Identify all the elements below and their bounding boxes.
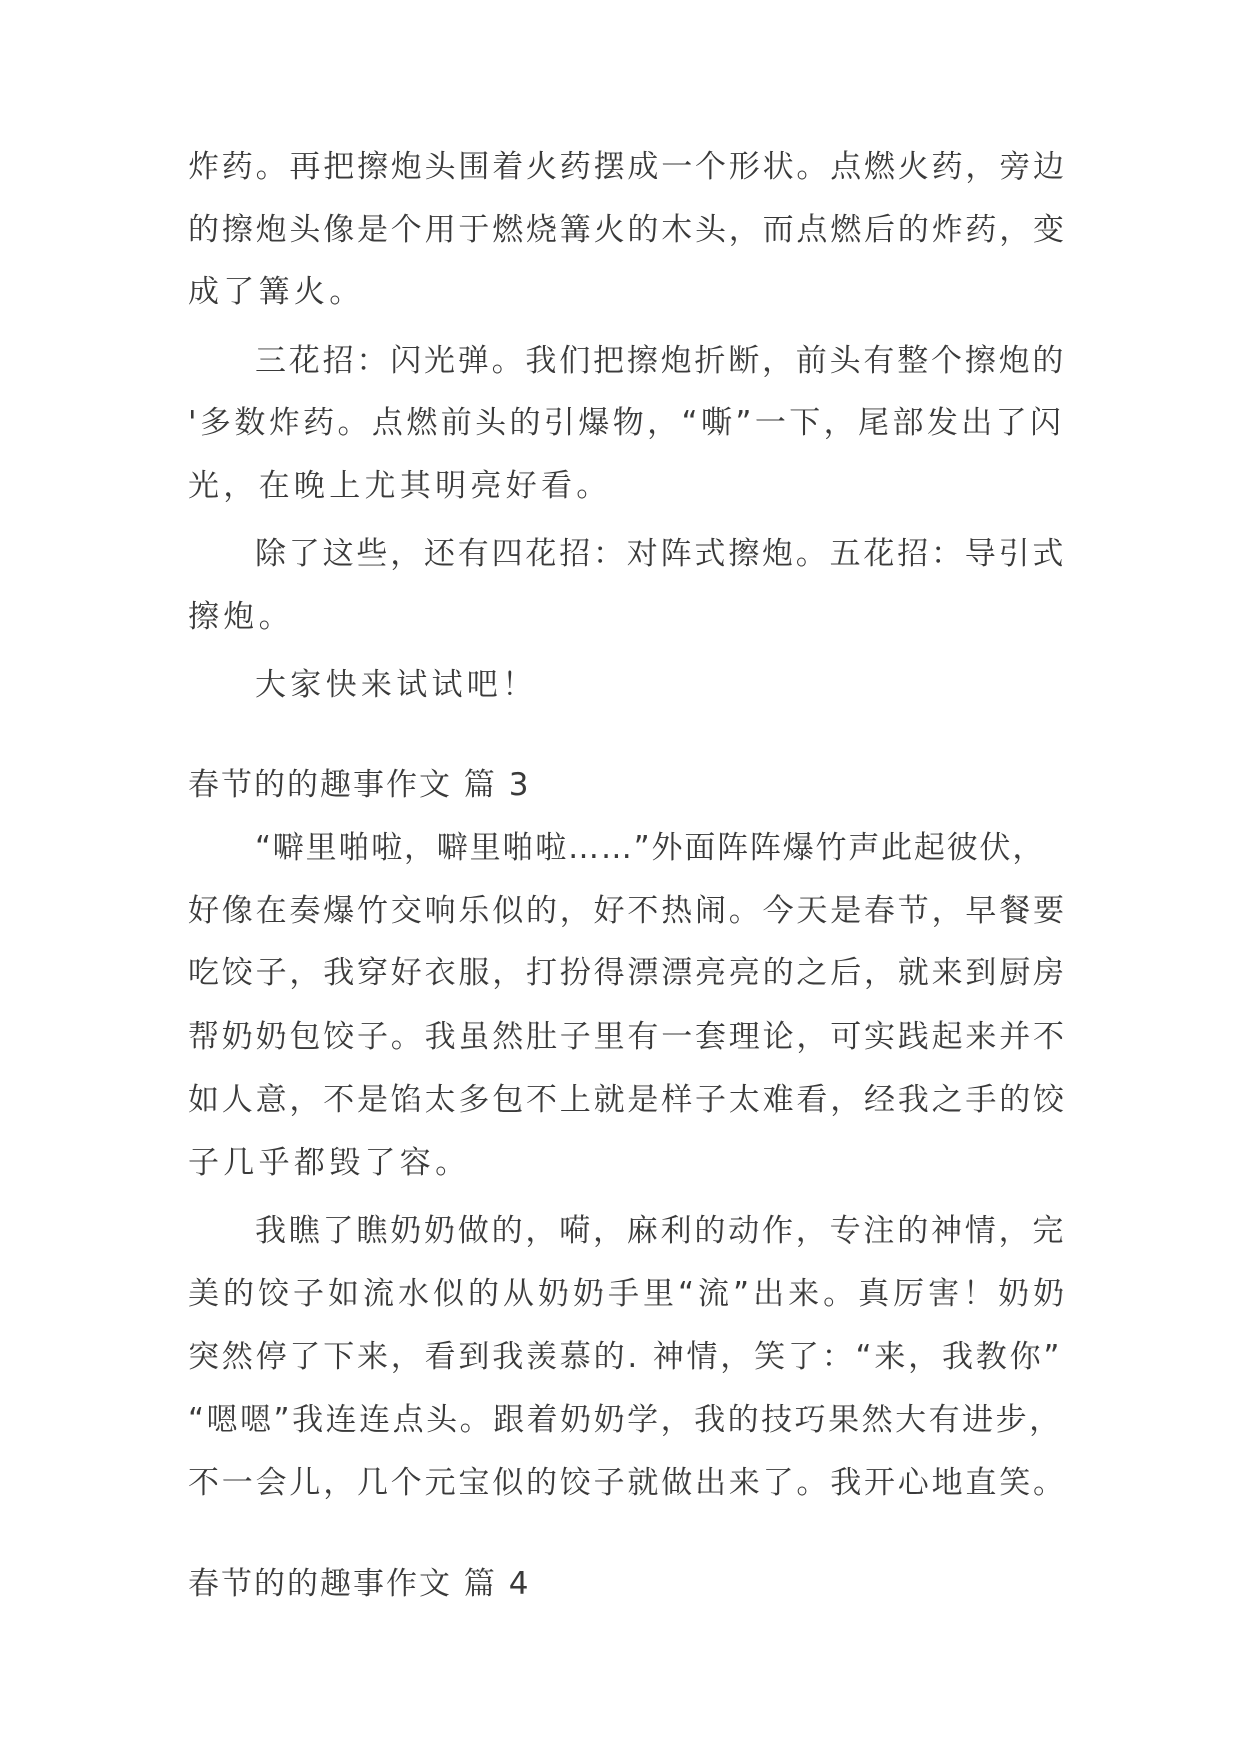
paragraph-first-line: 大家快来试试吧！ <box>255 667 538 703</box>
text-line: 子几乎都毁了容。 <box>188 1145 471 1181</box>
text-line: 不一会儿，几个元宝似的饺子就做出来了。我开心地直笑。 <box>188 1465 1067 1501</box>
text-line: 成了篝火。 <box>188 274 365 310</box>
text-line: 帮奶奶包饺子。我虽然肚子里有一套理论，可实践起来并不 <box>188 1019 1067 1055</box>
paragraph-first-line: 三花招：闪光弹。我们把擦炮折断，前头有整个擦炮的 <box>255 343 1067 379</box>
text-line: 光，在晚上尤其明亮好看。 <box>188 468 612 504</box>
text-line: 擦炮。 <box>188 599 294 635</box>
paragraph-first-line: 我瞧了瞧奶奶做的，嗬，麻利的动作，专注的神情，完 <box>255 1213 1067 1249</box>
section-heading: 春节的的趣事作文 篇 3 <box>188 767 531 803</box>
paragraph-first-line: “噼里啪啦，噼里啪啦……”外面阵阵爆竹声此起彼伏， <box>255 830 1046 866</box>
text-line: 炸药。再把擦炮头围着火药摆成一个形状。点燃火药，旁边 <box>188 149 1067 185</box>
text-line: 突然停了下来，看到我羡慕的. 神情，笑了：“来，我教你” <box>188 1339 1063 1375</box>
text-line: 的擦炮头像是个用于燃烧篝火的木头，而点燃后的炸药，变 <box>188 212 1067 248</box>
text-line: 美的饺子如流水似的从奶奶手里“流”出来。真厉害！奶奶 <box>188 1276 1069 1312</box>
text-line: “嗯嗯”我连连点头。跟着奶奶学，我的技巧果然大有进步， <box>188 1402 1063 1438</box>
text-line: 吃饺子，我穿好衣服，打扮得漂漂亮亮的之后，就来到厨房 <box>188 955 1067 991</box>
paragraph-first-line: 除了这些，还有四花招：对阵式擦炮。五花招：导引式 <box>255 536 1067 572</box>
text-line: '多数炸药。点燃前头的引爆物，“嘶”一下，尾部发出了闪 <box>188 405 1065 441</box>
section-heading: 春节的的趣事作文 篇 4 <box>188 1566 531 1602</box>
text-line: 好像在奏爆竹交响乐似的，好不热闹。今天是春节，早餐要 <box>188 893 1067 929</box>
text-line: 如人意，不是馅太多包不上就是样子太难看，经我之手的饺 <box>188 1082 1067 1118</box>
